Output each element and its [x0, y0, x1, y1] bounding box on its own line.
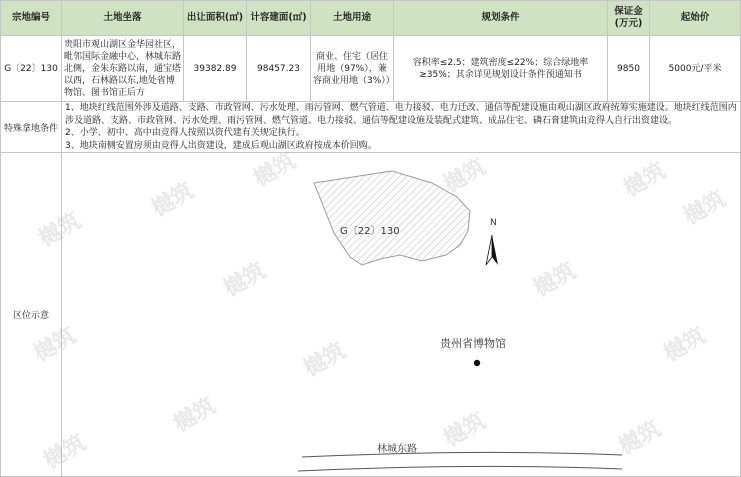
watermark: 樾筑 — [34, 208, 86, 253]
road-label: 林城东路 — [377, 444, 417, 455]
location-cell: 贵阳市观山湖区金华园社区，毗邻国际金融中心，林城东路北侧，金朱东路以南，通宝塔以西，石林路以东,地处省博物馆、图书馆正后方 — [62, 36, 184, 102]
table-header-row — [1, 1, 741, 36]
watermark: 樾筑 — [679, 186, 731, 231]
watermark: 樾筑 — [39, 430, 91, 475]
special-condition-item: 3、地块南侧安置房须由竞得人出资建设，建成后观山湖区政府按成本价回购。 — [65, 140, 377, 151]
watermark: 樾筑 — [619, 158, 671, 203]
special-conditions-row — [1, 102, 741, 153]
transfer-area-cell: 39382.89 — [184, 36, 247, 102]
header-deposit: 保证金(万元) — [608, 1, 650, 36]
museum-marker-icon — [474, 360, 480, 366]
location-map-row — [1, 153, 741, 477]
parcel-no-cell: G〔22〕130 — [1, 36, 62, 102]
parcel-label: G〔22〕130 — [340, 226, 400, 237]
planning-cell: 容积率≤2.5；建筑密度≤22%；综合绿地率≥35%；其余详见规划设计条件预通知书 — [394, 36, 608, 102]
header-location: 土地坐落 — [62, 1, 184, 36]
header-planning: 规划条件 — [394, 1, 608, 36]
floor-area-cell: 98457.23 — [247, 36, 311, 102]
road-line — [302, 452, 622, 457]
land-use-cell: 商业、住宅（居住用地（97%），兼容商业用地（3%）） — [311, 36, 394, 102]
header-land-use: 土地用途 — [311, 1, 394, 36]
header-start-price: 起始价 — [650, 1, 741, 36]
north-label: N — [490, 218, 497, 228]
header-parcel-no: 宗地编号 — [1, 1, 62, 36]
watermark: 樾筑 — [249, 148, 301, 193]
table-row — [1, 36, 741, 102]
special-conditions-text — [62, 102, 741, 153]
watermark: 樾筑 — [614, 416, 666, 461]
watermark: 樾筑 — [439, 408, 491, 453]
deposit-cell: 9850 — [608, 36, 650, 102]
watermark: 樾筑 — [219, 258, 271, 303]
watermark: 樾筑 — [299, 338, 351, 383]
header-floor-area: 计容建面(㎡) — [247, 1, 311, 36]
watermark: 樾筑 — [659, 323, 711, 368]
special-condition-item: 1、地块红线范围外涉及道路、支路、市政管网、污水处理、雨污管网、燃气管道、电力接驳、电力迁改、通信等配建设施由观山湖区政府统筹实施建设。地块红线范围内涉及道路、支路、市政管网、污水处理、雨污管网、燃气管道、电力接驳、通信等配建设施及装配式建筑、成品住宅、磷石膏建筑由竞得人自行出资建设。 — [65, 103, 737, 126]
start-price-cell: 5000元/平米 — [650, 36, 741, 102]
watermark: 樾筑 — [147, 178, 199, 223]
location-map-label: 区位示意 — [1, 153, 62, 477]
special-conditions-label: 特殊拿地条件 — [1, 102, 62, 153]
special-condition-item: 2、小学、初中、高中由竞得人按照以资代建有关规定执行。 — [65, 128, 305, 138]
watermark: 樾筑 — [529, 258, 581, 303]
museum-label: 贵州省博物馆 — [440, 337, 506, 350]
north-arrow-icon — [486, 235, 498, 265]
watermark: 樾筑 — [29, 323, 81, 368]
road-line — [298, 466, 622, 471]
watermark: 樾筑 — [439, 154, 491, 199]
watermark: 樾筑 — [169, 393, 221, 438]
header-transfer-area: 出让面积(㎡) — [184, 1, 247, 36]
